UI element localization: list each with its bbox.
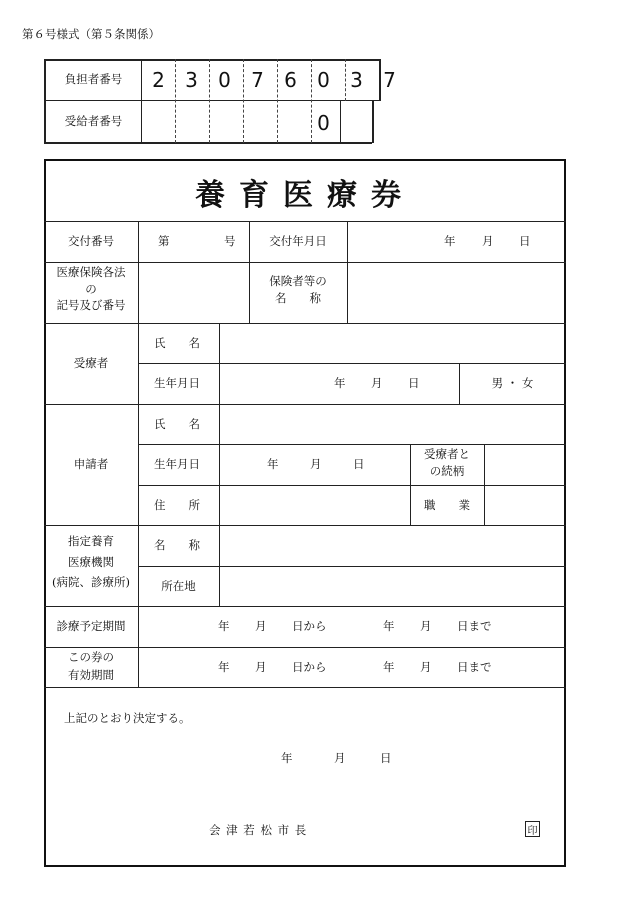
payer-digit: 3 xyxy=(350,67,363,92)
institution-label xyxy=(44,531,138,593)
relation-label-line: の続柄 xyxy=(429,463,465,478)
seal-mark: 印 xyxy=(525,821,540,837)
payer-digit: 6 xyxy=(284,67,297,92)
institution-location-label: 所在地 xyxy=(161,578,196,593)
valid-period-label xyxy=(44,648,138,685)
insurance-code-label xyxy=(44,264,138,314)
patient-birth-day: 日 xyxy=(408,376,420,391)
issue-date-day: 日 xyxy=(519,234,531,249)
patient-sex: 男 ・ 女 xyxy=(491,376,534,391)
decision-year: 年 xyxy=(281,751,293,765)
issue-number-dai: 第 xyxy=(158,234,170,249)
insurer-name-label xyxy=(249,273,347,306)
patient-birth-month: 月 xyxy=(371,376,383,391)
treatment-until-year: 年 xyxy=(383,619,395,634)
payer-digit: 3 xyxy=(185,67,198,92)
issue-date-label: 交付年月日 xyxy=(269,234,327,249)
valid-from-year: 年 xyxy=(218,659,230,674)
institution-label-line: 指定養育 xyxy=(68,534,114,548)
patient-label: 受療者 xyxy=(73,356,109,371)
valid-period-label-line: この券の xyxy=(68,650,114,664)
relation-label xyxy=(410,446,484,479)
issue-number-go: 号 xyxy=(224,234,236,249)
insurance-code-label-line: 記号及び番号 xyxy=(56,298,126,313)
applicant-name-label: 氏 名 xyxy=(154,416,200,431)
treatment-from-day: 日から xyxy=(292,619,327,634)
treatment-from-year: 年 xyxy=(218,619,230,634)
occupation-label: 職 業 xyxy=(424,497,470,512)
valid-from-month: 月 xyxy=(255,659,267,674)
patient-name-label: 氏 名 xyxy=(154,335,200,350)
valid-from-day: 日から xyxy=(292,659,327,674)
number-box xyxy=(44,59,396,143)
payer-digit: 0 xyxy=(317,67,330,92)
mayor-signature: 会 津 若 松 市 長 xyxy=(209,823,308,837)
form-number-label: 第６号様式（第５条関係） xyxy=(22,27,160,41)
valid-period-label-line: 有効期間 xyxy=(68,668,114,683)
decision-month: 月 xyxy=(334,751,346,765)
decision-text: 上記のとおり決定する。 xyxy=(64,711,191,725)
applicant-birth-label: 生年月日 xyxy=(154,457,200,472)
insurer-name-label-line: 保険者等の xyxy=(269,274,327,288)
applicant-label: 申請者 xyxy=(73,457,109,472)
patient-birth-label: 生年月日 xyxy=(154,376,200,391)
form-title: 養育医療券 xyxy=(195,178,415,213)
treatment-from-month: 月 xyxy=(255,619,267,634)
institution-name-label: 名 称 xyxy=(154,538,200,553)
applicant-address-label: 住 所 xyxy=(154,497,200,512)
recipient-number-label: 受給者番号 xyxy=(64,113,123,128)
valid-until-month: 月 xyxy=(420,659,432,674)
payer-digit: 0 xyxy=(218,67,231,92)
relation-label-line: 受療者と xyxy=(424,447,470,461)
issue-date-month: 月 xyxy=(482,234,494,249)
patient-birth-year: 年 xyxy=(334,376,346,391)
issue-number-label: 交付番号 xyxy=(68,234,114,249)
applicant-birth-day: 日 xyxy=(353,457,365,472)
medical-ticket-form xyxy=(44,159,566,867)
decision-day: 日 xyxy=(380,751,392,765)
treatment-until-day: 日まで xyxy=(457,619,492,634)
applicant-birth-year: 年 xyxy=(267,457,279,472)
recipient-digit: 0 xyxy=(317,110,330,135)
insurer-name-label-line: 名 称 xyxy=(275,290,321,305)
institution-label-line: 医療機関 xyxy=(68,554,114,569)
payer-number-label: 負担者番号 xyxy=(64,72,123,87)
payer-digit: 7 xyxy=(383,67,396,92)
insurance-code-label-line: の xyxy=(85,281,97,296)
valid-until-day: 日まで xyxy=(457,659,492,674)
payer-digit: 2 xyxy=(152,67,165,92)
insurance-code-label-line: 医療保険各法 xyxy=(56,265,126,279)
institution-label-line: (病院、診療所) xyxy=(52,575,130,590)
payer-digit: 7 xyxy=(251,67,264,92)
treatment-period-label: 診療予定期間 xyxy=(56,619,126,634)
valid-until-year: 年 xyxy=(383,659,395,674)
issue-date-year: 年 xyxy=(444,234,456,249)
treatment-until-month: 月 xyxy=(420,619,432,634)
applicant-birth-month: 月 xyxy=(310,457,322,472)
